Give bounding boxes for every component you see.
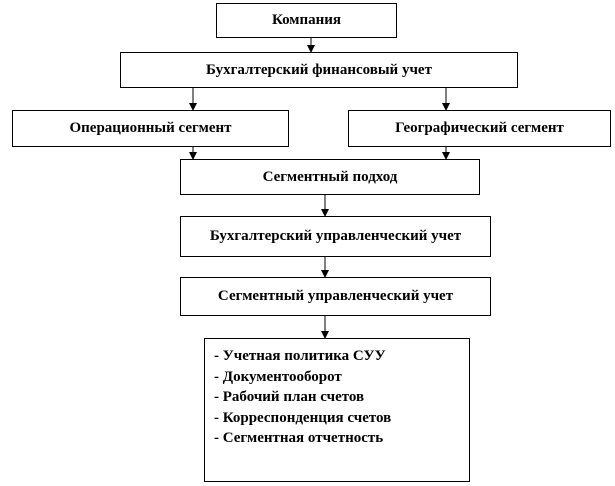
component-item: - Корреспонденция счетов — [214, 409, 392, 426]
component-item: - Сегментная отчетность — [214, 430, 384, 446]
geographic-segment-label: Географический сегмент — [395, 120, 564, 136]
management-accounting-box — [180, 216, 491, 257]
company-label: Компания — [271, 12, 342, 28]
components-box — [204, 338, 470, 482]
segment-approach-box — [180, 159, 480, 195]
management-accounting-label: Бухгалтерский управленческий учет — [209, 228, 462, 244]
geographic-segment-box — [348, 110, 611, 147]
component-item: - Рабочий план счетов — [214, 389, 365, 405]
segment-management-accounting-label: Сегментный управленческий учет — [217, 288, 454, 304]
segment-approach-label: Сегментный подход — [262, 168, 398, 185]
operational-segment-box — [12, 110, 289, 147]
financial-accounting-box — [120, 52, 518, 88]
company-box — [216, 3, 397, 38]
financial-accounting-label: Бухгалтерский финансовый учет — [206, 61, 432, 78]
segment-management-accounting-box — [180, 277, 491, 316]
operational-segment-label: Операционный сегмент — [69, 120, 232, 136]
component-item: - Документооборот — [214, 368, 342, 385]
component-item: - Учетная политика СУУ — [214, 348, 386, 364]
